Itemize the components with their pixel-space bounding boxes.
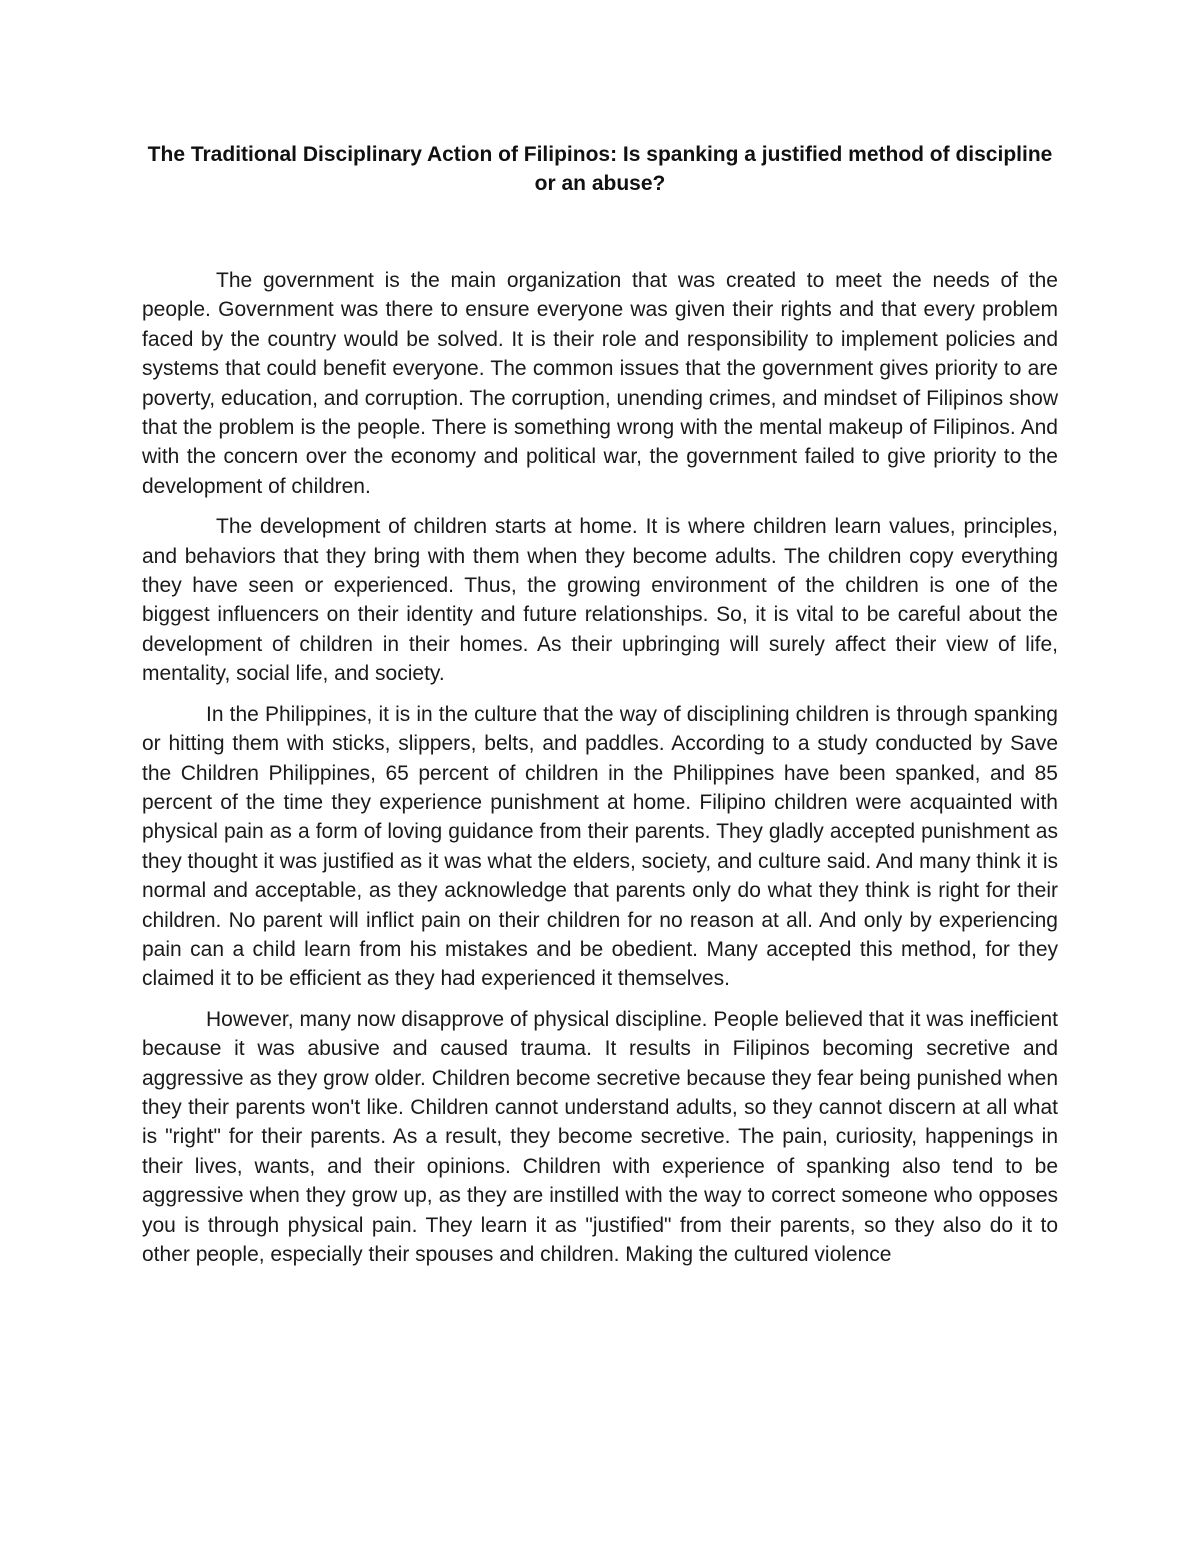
document-title: The Traditional Disciplinary Action of Filipinos: Is spanking a justified method of discipline or an abuse? xyxy=(147,143,1053,195)
paragraph-development-of-children: The development of children starts at home. It is where children learn values, principles, and behaviors that they bring with them when they become adults. The children copy everything they have seen or experienced. Thus, the growing environment of the children is one of the biggest influencers on their identity and future relationships. So, it is vital to be careful about the development of children in their homes. As their upbringing will surely affect their view of life, mentality, social life, and society. xyxy=(142,515,1058,686)
paragraph-government: The government is the main organization that was created to meet the needs of the people. Government was there to ensure everyone was given their rights and that every problem faced by the country would be solved. It is their role and responsibility to implement policies and systems that could benefit everyone. The common issues that the government gives priority to are poverty, education, and corruption. The corruption, unending crimes, and mindset of Filipinos show that the problem is the people. There is something wrong with the mental makeup of Filipinos. And with the concern over the economy and political war, the government failed to give priority to the development of children. xyxy=(142,269,1058,498)
document-page xyxy=(142,140,1058,1280)
paragraph-philippine-culture: In the Philippines, it is in the culture that the way of disciplining children is through spanking or hitting them with sticks, slippers, belts, and paddles. According to a study conducted by Save the Children Philippines, 65 percent of children in the Philippines have been spanked, and 85 percent of the time they experience punishment at home. Filipino children were acquainted with physical pain as a form of loving guidance from their parents. They gladly accepted punishment as they thought it was justified as it was what the elders, society, and culture said. And many think it is normal and acceptable, as they acknowledge that parents only do what they think is right for their children. No parent will inflict pain on their children for no reason at all. And only by experiencing pain can a child learn from his mistakes and be obedient. Many accepted this method, for they claimed it to be efficient as they had experienced it themselves. xyxy=(142,702,1058,991)
paragraph-disapproval: However, many now disapprove of physical discipline. People believed that it was inefficient because it was abusive and caused trauma. It results in Filipinos becoming secretive and aggressive as they grow older. Children become secretive because they fear being punished when they their parents won't like. Children cannot understand adults, so they cannot discern at all what is "right" for their parents. As a result, they become secretive. The pain, curiosity, happenings in their lives, wants, and their opinions. Children with experience of spanking also tend to be aggressive when they grow up, as they are instilled with the way to correct someone who opposes you is through physical pain. They learn it as "justified" from their parents, so they also do it to other people, especially their spouses and children. Making the cultured violence xyxy=(142,1007,1058,1266)
